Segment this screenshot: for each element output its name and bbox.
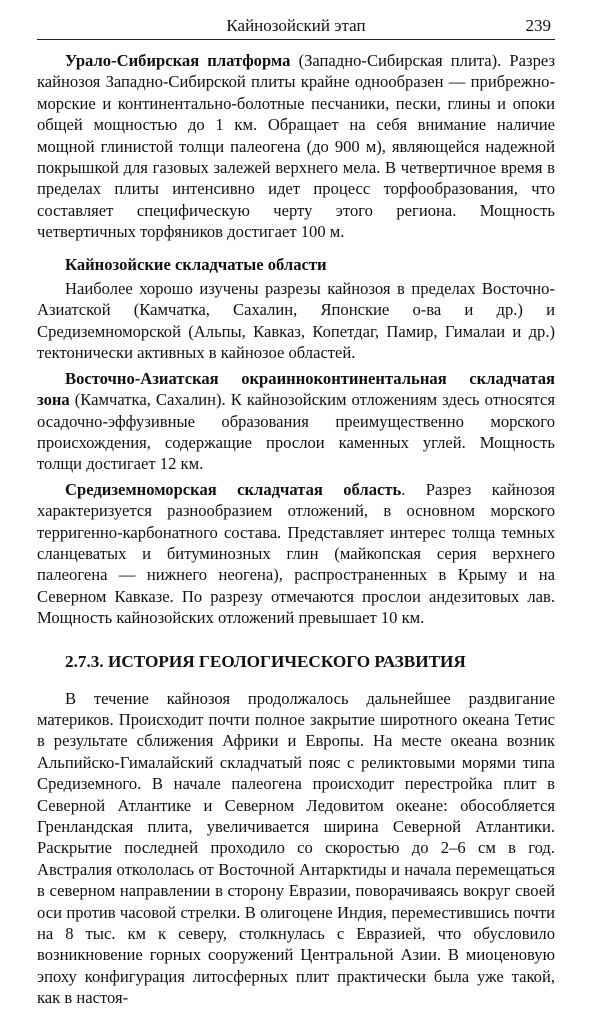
paragraph-text-east-asian: (Камчатка, Сахалин). К кайнозойским отложениям здесь относятся осадочно-эффузивные образования преимущественно морского происхождения, содержащие прослои каменных углей. Мощность толщи достигает 12 км. <box>37 390 555 474</box>
running-header <box>37 14 555 38</box>
header-rule <box>37 39 555 40</box>
paragraph-text-mediterranean: . Разрез кайнозоя характеризуется разнообразием отложений, в основном морского терригенно-карбонатного состава. Представляет интерес толща темных сланцеватых и битуминозных глин (майкопская серия верхнего палеогена — нижнего неогена), распространенных в Крыму и на Северном Кавказе. По разрезу отмечаются прослои андезитовых лав. Мощность кайнозойских отложений превышает 10 км. <box>37 479 555 628</box>
paragraph-geological-history: В течение кайнозоя продолжалось дальнейшее раздвигание материков. Происходит почти полное закрытие широтного океана Тетис в результате сближения Африки и Европы. На месте океана возник Альпийско-Гималайский складчатый пояс с реликтовыми морями типа Средиземного. В начале палеогена происходит перестройка плит в Северной Атлантике и Северном Ледовитом океане: обособляется Гренландская плита, увеличивается ширина Северной Атлантики. Раскрытие последней проходило со скоростью до 2–6 см в год. Австралия откололась от Восточной Антарктиды и начала перемещаться в северном направлении в сторону Евразии, поворачиваясь вокруг своей оси против часовой стрелки. В олигоцене Индия, переместившись почти на 8 тыс. км к северу, столкнулась с Евразией, что обусловило возникновение горных сооружений Центральной Азии. В миоценовую эпоху конфигурация литосферных плит практически была уже такой, как в настоя- <box>37 688 555 1008</box>
paragraph-text-ural-siberian: (Западно-Сибирская плита). Разрез кайнозоя Западно-Сибирской плиты крайне однообразен — прибрежно-морские и континентально-болотные песчаники, пески, глины и опоки общей мощностью до 1 км. Обращает на себя внимание наличие мощной глинистой толщи палеогена (до 900 м), являющейся надежной покрышкой для газовых залежей верхнего мела. В четвертичное время в пределах плиты интенсивно идет процесс торфообразования, что составляет специфическую черту этого региона. Мощность четвертичных торфяников достигает 100 м. <box>37 51 556 242</box>
running-title: Кайнозойский этап <box>226 16 366 35</box>
page-number: 239 <box>525 16 551 35</box>
book-page <box>37 14 555 1009</box>
paragraph-folded-areas: Наиболее хорошо изучены разрезы кайнозоя в пределах Восточно-Азиатской (Камчатка, Сахалин, Японские о-ва и др.) и Средиземноморской (Альпы, Кавказ, Копетдаг, Памир, Гималаи и др.) тектонически активных в кайнозое областей. <box>37 279 555 363</box>
paragraph-east-asian-zone <box>37 368 555 475</box>
section-heading-folded-areas: Кайнозойские складчатые области <box>65 254 327 274</box>
chapter-heading-geological-history: 2.7.3. ИСТОРИЯ ГЕОЛОГИЧЕСКОГО РАЗВИТИЯ <box>65 651 466 671</box>
run-in-heading-mediterranean: Средиземноморская складчатая область <box>65 479 402 499</box>
run-in-heading-ural-siberian: Урало-Сибирская платформа <box>65 51 291 70</box>
paragraph-mediterranean-area <box>37 479 555 629</box>
run-in-heading-east-asian: Восточно-Азиатская окраинноконтинентальная складчатая зона <box>37 368 555 410</box>
paragraph-ural-siberian-platform <box>37 50 555 243</box>
